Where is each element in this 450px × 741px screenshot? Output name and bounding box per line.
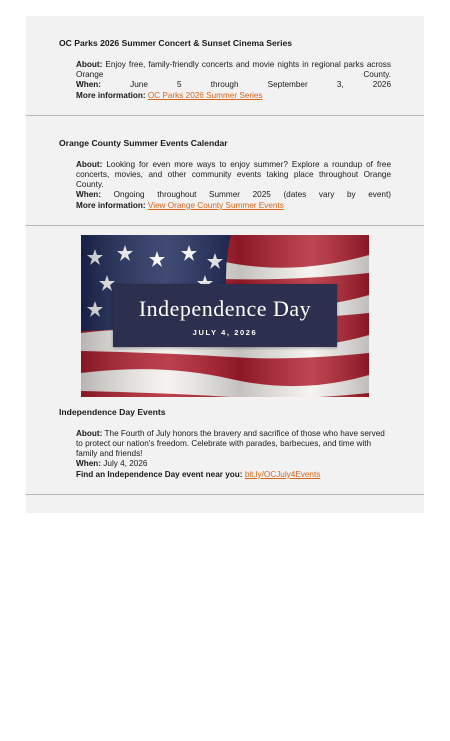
banner-title-card <box>113 284 337 347</box>
section-body <box>76 160 391 211</box>
about-label: About: <box>76 60 103 69</box>
when-row <box>76 190 391 200</box>
about-row <box>76 429 391 460</box>
when-text: July 4, 2026 <box>103 459 148 469</box>
about-text: The Fourth of July honors the bravery and sacrifice of those who have served to protect our nation's freedom. Celebrate with parades, barbecues, and time with family and friends! <box>76 428 385 459</box>
footer-divider <box>26 494 424 513</box>
about-label: About: <box>76 159 103 169</box>
when-text: June 5 through September 3, 2026 <box>130 80 391 90</box>
when-row <box>76 459 391 469</box>
when-label: When: <box>76 459 102 469</box>
more-row <box>76 91 391 101</box>
when-row <box>76 80 391 90</box>
more-label: Find an Independence Day event near you: <box>76 469 243 479</box>
section-independence-day <box>26 225 424 494</box>
more-label: More information: <box>76 200 146 210</box>
section-events-calendar <box>26 115 424 225</box>
when-text: Ongoing throughout Summer 2025 (dates vary by event) <box>113 190 391 200</box>
about-text: Enjoy free, family-friendly concerts and movie nights in regional parks across Orange County. <box>76 60 391 80</box>
section-title: OC Parks 2026 Summer Concert & Sunset Cinema Series <box>59 38 293 48</box>
about-label: About: <box>76 428 103 438</box>
when-label: When: <box>76 80 102 90</box>
banner-date: JULY 4, 2026 <box>192 327 258 337</box>
newsletter-panel <box>26 16 424 513</box>
section-body <box>76 60 391 101</box>
more-row <box>76 470 391 480</box>
about-row <box>76 160 391 191</box>
section-title: Independence Day Events <box>59 406 166 417</box>
section-title: Orange County Summer Events Calendar <box>59 137 228 148</box>
banner-title: Independence Day <box>138 295 312 321</box>
more-row <box>76 201 391 211</box>
summer-series-link[interactable]: OC Parks 2026 Summer Series <box>147 90 263 100</box>
section-summer-concert <box>26 16 424 115</box>
independence-day-banner <box>81 235 369 397</box>
more-label: More information: <box>76 90 146 100</box>
summer-events-link[interactable]: View Orange County Summer Events <box>147 200 284 210</box>
about-text: Looking for even more ways to enjoy summer? Explore a roundup of free concerts, movies, and other community events taking place throughout Orange County. <box>76 159 391 190</box>
when-label: When: <box>76 190 102 200</box>
section-body <box>76 429 391 480</box>
july4-events-link[interactable]: bit.ly/OCJuly4Events <box>244 469 321 479</box>
about-row <box>76 60 391 80</box>
